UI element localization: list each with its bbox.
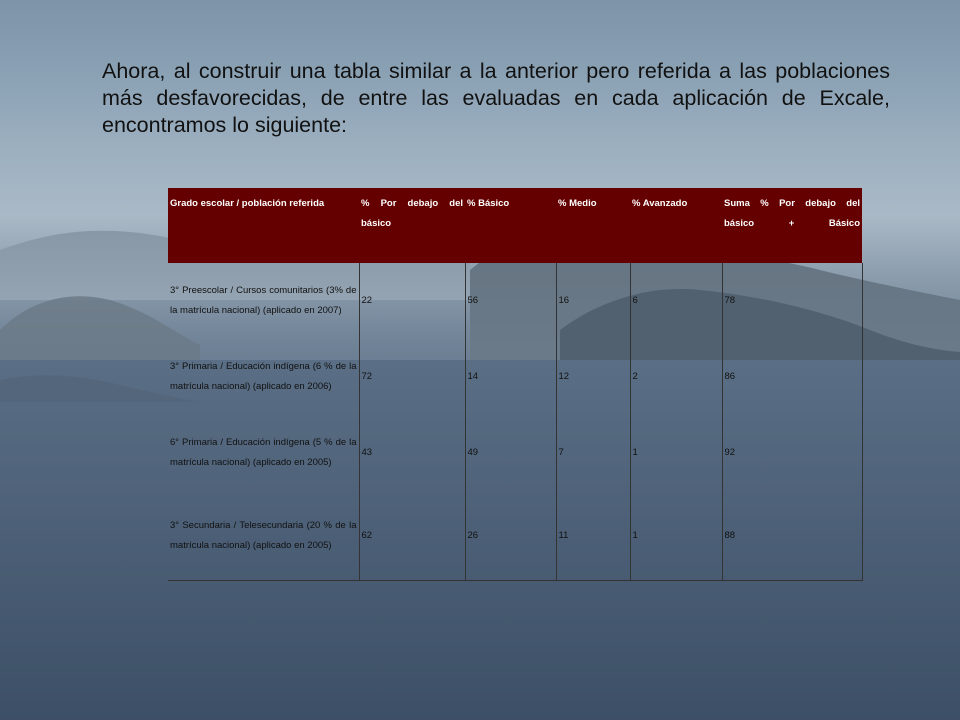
row-label: 3° Preescolar / Cursos comunitarios (3% de la matrícula nacional) (aplicado en 2007) [170,285,357,316]
header-basico: % Básico [465,188,556,263]
table-row [168,415,862,491]
cell-avanzado: 6 [630,263,722,339]
cell-suma: 78 [722,263,862,339]
cell-medio: 16 [556,263,630,339]
cell-basico: 26 [465,491,556,581]
cell-por-debajo: 22 [359,263,465,339]
row-label: 3° Primaria / Educación indígena (6 % de la matrícula nacional) (aplicado en 2006) [170,361,357,392]
cell-suma: 92 [722,415,862,491]
row-label: 3° Secundaria / Telesecundaria (20 % de la matrícula nacional) (aplicado en 2005) [168,491,359,581]
cell-medio: 11 [556,491,630,581]
cell-basico: 56 [465,263,556,339]
results-table [168,188,863,581]
row-label: 6° Primaria / Educación indígena (5 % de la matrícula nacional) (aplicado en 2005) [170,437,357,468]
cell-por-debajo: 72 [359,339,465,415]
cell-suma: 86 [722,339,862,415]
intro-paragraph: Ahora, al construir una tabla similar a la anterior pero referida a las poblaciones más desfavorecidas, de entre las evaluadas en cada aplicación de Excale, encontramos lo siguiente: [102,59,890,137]
cell-por-debajo: 62 [359,491,465,581]
cell-suma: 88 [722,491,862,581]
header-medio: % Medio [556,188,630,263]
header-grado: Grado escolar / población referida [168,188,359,263]
cell-basico: 14 [465,339,556,415]
header-avanzado: % Avanzado [630,188,722,263]
table-row [168,339,862,415]
cell-basico: 49 [465,415,556,491]
header-por-debajo: % Por debajo del básico [359,188,465,263]
cell-avanzado: 2 [630,339,722,415]
cell-por-debajo: 43 [359,415,465,491]
table-row [168,491,862,581]
cell-avanzado: 1 [630,491,722,581]
cell-medio: 12 [556,339,630,415]
table-header-row [168,188,862,263]
cell-avanzado: 1 [630,415,722,491]
table-row [168,263,862,339]
cell-medio: 7 [556,415,630,491]
header-suma: Suma % Por debajo del básico + Básico [722,188,862,263]
